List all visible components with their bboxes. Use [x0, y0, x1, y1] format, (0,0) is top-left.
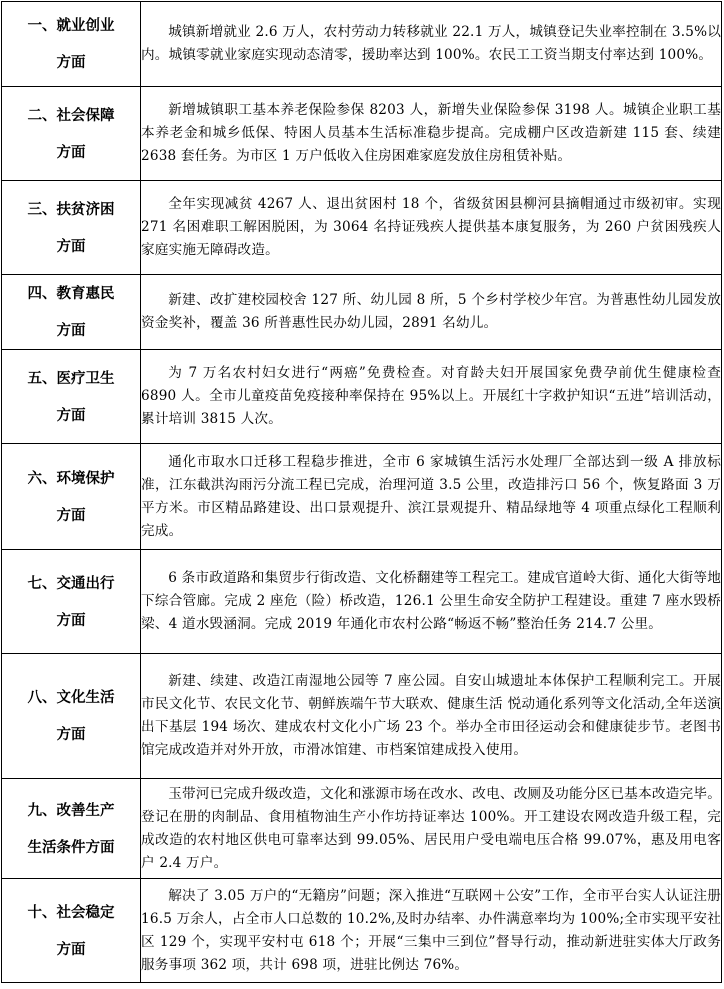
row-label — [2, 181, 141, 275]
row-content: 新建、续建、改造江南湿地公园等 7 座公园。自安山城遗址本体保护工程顺利完工。开展市民文化节、农民文化节、朝鲜族端午节大联欢、健康生活 悦动通化系列等文化活动,全年送演出下基层 194 场次、建成农村文化小广场 23 个。举办全市田径运动会和健康徒步节。老图书馆完成改造并对外开放，市滑冰馆建、市档案馆建成投入使用。 — [141, 654, 722, 779]
row-label — [2, 879, 141, 983]
row-label-line1: 十、社会稳定 — [27, 903, 115, 921]
table-row — [2, 275, 722, 350]
row-label-line2: 方面 — [56, 322, 86, 339]
row-label-line2: 方面 — [56, 143, 86, 161]
table-row — [2, 2, 722, 87]
table-row — [2, 350, 722, 444]
row-label-line2: 方面 — [56, 506, 86, 524]
row-label-line1: 四、教育惠民 — [27, 285, 115, 302]
row-label-line1: 一、就业创业 — [27, 17, 115, 34]
row-label-line2: 方面 — [56, 237, 86, 255]
row-label — [2, 275, 141, 350]
row-label — [2, 87, 141, 181]
row-label — [2, 550, 141, 654]
row-label-line1: 五、医疗卫生 — [27, 369, 115, 387]
table-row — [2, 779, 722, 879]
row-label — [2, 350, 141, 444]
row-label-line2: 方面 — [56, 940, 86, 958]
row-label-line2: 方面 — [56, 611, 86, 629]
row-label-line2: 生活条件方面 — [27, 838, 115, 856]
row-label-line2: 方面 — [56, 726, 86, 743]
row-content: 全年实现减贫 4267 人、退出贫困村 18 个，省级贫困县柳河县摘帽通过市级初审。实现 271 名困难职工解困脱困，为 3064 名持证残疾人提供基本康复服务，为 260 户贫困残疾人家庭实施无障碍改造。 — [141, 181, 722, 275]
row-content: 6 条市政道路和集贸步行街改造、文化桥翻建等工程完工。建成官道岭大街、通化大街等地下综合管廊。完成 2 座危（险）桥改造，126.1 公里生命安全防护工程建设。重建 7 座水毁桥梁、4 道水毁涵洞。完成 2019 年通化市农村公路“畅返不畅”整治任务 214.7 公里。 — [141, 550, 722, 654]
row-label-line1: 三、扶贫济困 — [27, 200, 115, 218]
row-label — [2, 654, 141, 779]
row-content: 为 7 万名农村妇女进行“两癌”免费检查。对育龄夫妇开展国家免费孕前优生健康检查 6890 人。全市儿童疫苗免疫接种率保持在 95%以上。开展红十字救护知识“五进”培训活动，累计培训 3815 人次。 — [141, 350, 722, 444]
row-label-line2: 方面 — [56, 54, 86, 71]
row-content: 解决了 3.05 万户的“无籍房”问题；深入推进“互联网＋公安”工作，全市平台实人认证注册 16.5 万余人，占全市人口总数的 10.2%,及时办结率、办件满意率均为 100%;全市实现平安社区 129 个，实现平安村屯 618 个；开展“三集中三到位”督导行动，推动新进驻实体大厅政务服务事项 362 项，共计 698 项，进驻比例达 76%。 — [141, 879, 722, 983]
table-row — [2, 444, 722, 550]
row-label — [2, 779, 141, 879]
row-content: 新建、改扩建校园校舍 127 所、幼儿园 8 所，5 个乡村学校少年宫。为普惠性幼儿园发放资金奖补，覆盖 36 所普惠性民办幼儿园，2891 名幼儿。 — [141, 275, 722, 350]
row-label-line1: 九、改善生产 — [27, 801, 115, 819]
row-label-line1: 二、社会保障 — [27, 106, 115, 124]
row-label — [2, 444, 141, 550]
table-row — [2, 550, 722, 654]
row-content: 玉带河已完成升级改造，文化和涨源市场在改水、改电、改厕及功能分区已基本改造完毕。登记在册的肉制品、食用植物油生产小作坊持证率达 100%。开工建设农网改造升级工程，完成改造的农村地区供电可靠率达到 99.05%、居民用户受电端电压合格 99.07%，惠及用电客户 2.4 万户。 — [141, 779, 722, 879]
row-label-line1: 八、文化生活 — [27, 689, 115, 706]
table-row — [2, 879, 722, 983]
row-label-line1: 六、环境保护 — [27, 469, 115, 487]
row-label-line2: 方面 — [56, 406, 86, 424]
row-label — [2, 2, 141, 87]
row-label-line1: 七、交通出行 — [27, 574, 115, 592]
row-content: 通化市取水口迁移工程稳步推进，全市 6 家城镇生活污水处理厂全部达到一级 A 排放标准，江东截洪沟雨污分流工程已完成，治理河道 3.5 公里，改造排污口 56 个，恢复路面 3 万平方米。市区精品路建设、出口景观提升、滨江景观提升、精品绿地等 4 项重点绿化工程顺利完成。 — [141, 444, 722, 550]
row-content: 新增城镇职工基本养老保险参保 8203 人，新增失业保险参保 3198 人。城镇企业职工基本养老金和城乡低保、特困人员基本生活标准稳步提高。完成棚户区改造新建 115 套、续建 2638 套任务。为市区 1 万户低收入住房困难家庭发放住房租赁补贴。 — [141, 87, 722, 181]
table-row — [2, 181, 722, 275]
measures-table — [1, 1, 722, 983]
table-row — [2, 654, 722, 779]
row-content: 城镇新增就业 2.6 万人，农村劳动力转移就业 22.1 万人，城镇登记失业率控制在 3.5%以内。城镇零就业家庭实现动态清零，援助率达到 100%。农民工工资当期支付率达到 100%。 — [141, 2, 722, 87]
table-row — [2, 87, 722, 181]
